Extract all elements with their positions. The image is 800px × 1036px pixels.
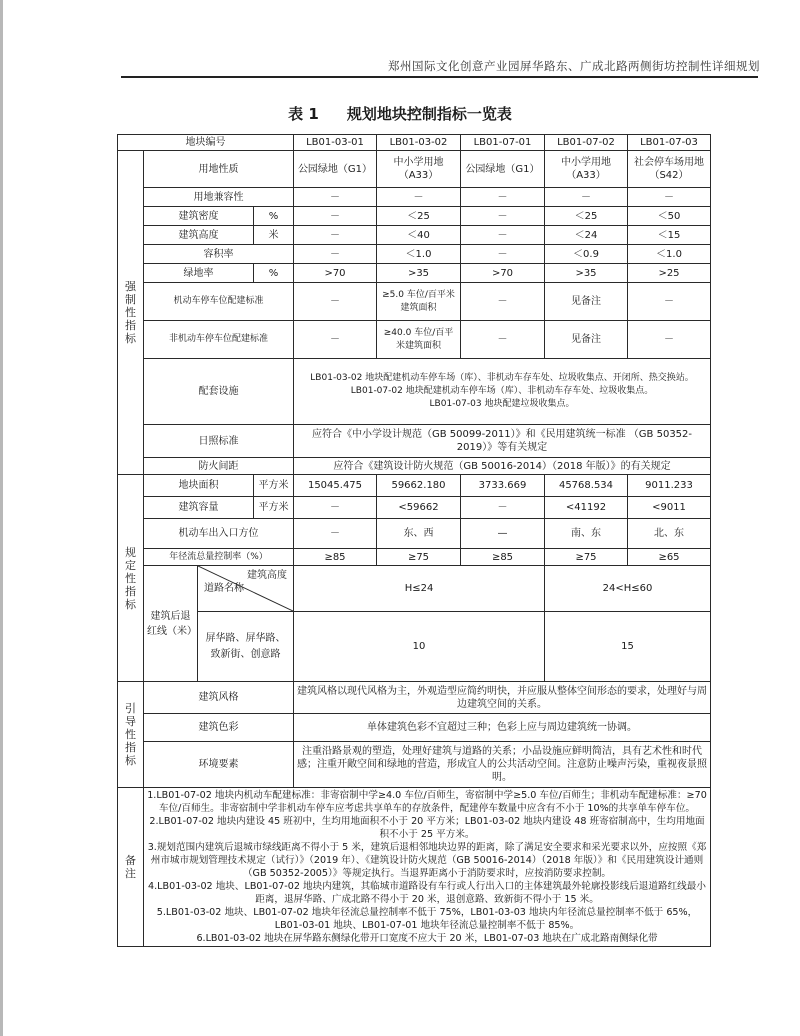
setback-diagonal-header [198, 566, 294, 612]
cell-value: － [294, 245, 377, 264]
cell-value: － [545, 188, 628, 207]
row-label: 用地兼容性 [144, 188, 294, 207]
table-row [118, 742, 711, 788]
cell-value: 中小学用地（A33） [377, 151, 461, 188]
cell-value: ＜25 [545, 207, 628, 226]
cell-value: － [461, 245, 545, 264]
row-unit: 平方米 [254, 497, 294, 519]
facility-line: LB01-07-02 地块配建机动车停车场（库）、非机动车存车处、垃圾收集点。 [350, 386, 654, 396]
table-row [118, 207, 711, 226]
row-unit: 平方米 [254, 475, 294, 497]
table-row [118, 425, 711, 458]
cell-value: >25 [628, 264, 711, 283]
cell-value: － [628, 321, 711, 359]
cell-value: － [461, 283, 545, 321]
cell-value: ＜0.9 [545, 245, 628, 264]
row-label: 建筑风格 [144, 682, 294, 714]
fire-text: 应符合《建筑设计防火规范（GB 50016-2014）（2018 年版）》的有关规定 [294, 458, 711, 475]
setback-roads: 屏华路、屏华路、致新街、创意路 [198, 612, 294, 682]
table-row [118, 549, 711, 566]
setback-v2: 15 [545, 612, 711, 682]
table-row [118, 321, 711, 359]
row-label: 地块面积 [144, 475, 254, 497]
cell-value: － [377, 188, 461, 207]
cell-value: >35 [377, 264, 461, 283]
plot-code: LB01-03-02 [377, 135, 461, 151]
table-row [118, 714, 711, 742]
table-row [118, 788, 711, 947]
running-header: 郑州国际文化创意产业园屏华路东、广成北路两侧街坊控制性详细规划 [388, 59, 760, 73]
facility-line: LB01-03-02 地块配建机动车停车场（库）、非机动车存车处、垃圾收集点、开闭所、热交换站。 [310, 373, 694, 383]
cell-value: 45768.534 [545, 475, 628, 497]
cell-value: ≥85 [294, 549, 377, 566]
cell-value: ＜1.0 [377, 245, 461, 264]
table-row [118, 475, 711, 497]
cell-value: 公园绿地（G1） [294, 151, 377, 188]
notes-block [144, 788, 711, 947]
cell-value: 中小学用地（A33） [545, 151, 628, 188]
setback-v1: 10 [294, 612, 545, 682]
note-item: 5.LB01-03-02 地块、LB01-07-02 地块年径流总量控制率不低于 75%，LB01-03-03 地块内年径流总量控制率不低于 65%，LB01-03-01 地块、LB01-07-01 地块年径流总量控制率不低于 85%。 [156, 907, 698, 931]
cell-value: － [461, 226, 545, 245]
cell-value: ＜15 [628, 226, 711, 245]
table-title-text: 规划地块控制指标一览表 [346, 105, 512, 123]
cell-value: >70 [461, 264, 545, 283]
row-label: 建筑后退红线（米） [144, 566, 198, 682]
row-label: 环境要素 [144, 742, 294, 788]
cell-value: － [294, 519, 377, 549]
row-label: 建筑高度 [144, 226, 254, 245]
cell-value: － [461, 321, 545, 359]
cell-value: 公园绿地（G1） [461, 151, 545, 188]
note-item: 2.LB01-07-02 地块内建设 45 班初中，生均用地面积不小于 20 平方米；LB01-03-02 地块内建设 48 班寄宿制高中，生均用地面积不小于 25 平方米。 [149, 816, 705, 840]
table-row [118, 245, 711, 264]
row-label: 建筑色彩 [144, 714, 294, 742]
table-row [118, 151, 711, 188]
cell-value: <9011 [628, 497, 711, 519]
cell-value: ≥40.0 车位/百平米建筑面积 [377, 321, 461, 359]
cell-value: ＜25 [377, 207, 461, 226]
diag-bottom-label: 道路名称 [204, 583, 244, 594]
row-label: 用地性质 [144, 151, 294, 188]
cell-value: － [294, 207, 377, 226]
category-notes: 备注 [118, 788, 144, 947]
cell-value: ≥75 [377, 549, 461, 566]
cell-value: 59662.180 [377, 475, 461, 497]
cell-value: － [628, 283, 711, 321]
cell-value: 见备注 [545, 283, 628, 321]
control-index-table [117, 134, 711, 947]
page-edge [0, 0, 3, 1036]
row-label: 机动车停车位配建标准 [144, 283, 294, 321]
cell-value: 9011.233 [628, 475, 711, 497]
cell-value: 15045.475 [294, 475, 377, 497]
cell-value: 社会停车场用地（S42） [628, 151, 711, 188]
row-label: 配套设施 [144, 359, 294, 425]
cell-value: 东、西 [377, 519, 461, 549]
cell-value: 3733.669 [461, 475, 545, 497]
cell-value: <59662 [377, 497, 461, 519]
cell-value: 北、东 [628, 519, 711, 549]
setback-h1: H≤24 [294, 566, 545, 612]
cell-value: ＜24 [545, 226, 628, 245]
note-item: 6.LB01-03-02 地块在屏华路东侧绿化带开口宽度不应大于 20 米，LB01-07-03 地块在广成北路南侧绿化带 [196, 933, 658, 944]
row-label: 建筑容量 [144, 497, 254, 519]
row-label: 绿地率 [144, 264, 254, 283]
row-label: 建筑密度 [144, 207, 254, 226]
table-row [118, 612, 711, 682]
facility-line: LB01-07-03 地块配建垃圾收集点。 [429, 399, 575, 409]
table-row [118, 264, 711, 283]
cell-value: ≥5.0 车位/百平米建筑面积 [377, 283, 461, 321]
table-title [0, 103, 800, 124]
note-item: 1.LB01-07-02 地块内机动车配建标准：非寄宿制中学≥4.0 车位/百师生，寄宿制中学≥5.0 车位/百师生；非机动车配建标准：≥70 车位/百师生。非寄宿制中学非机动车停车应考虑共享单车的存放条件，配建停车数量中应含有不小于 10%的共享单车停车位。 [147, 790, 707, 814]
facilities-text [294, 359, 711, 425]
table-row [118, 188, 711, 207]
table-row [118, 135, 711, 151]
cell-value: － [628, 188, 711, 207]
row-label: 非机动车停车位配建标准 [144, 321, 294, 359]
sunlight-text: 应符合《中小学设计规范（GB 50099-2011）》和《民用建筑统一标准 （GB 50352-2019）》等有关规定 [294, 425, 711, 458]
cell-value: 南、东 [545, 519, 628, 549]
cell-value: ＜50 [628, 207, 711, 226]
cell-value: ＜40 [377, 226, 461, 245]
cell-value: 见备注 [545, 321, 628, 359]
table-row [118, 566, 711, 612]
cell-value: － [461, 497, 545, 519]
cell-value: <41192 [545, 497, 628, 519]
row-label: 机动车出入口方位 [144, 519, 294, 549]
plot-code: LB01-07-02 [545, 135, 628, 151]
cell-value: ＜1.0 [628, 245, 711, 264]
plot-code: LB01-07-03 [628, 135, 711, 151]
cell-value: — [461, 519, 545, 549]
cell-value: >35 [545, 264, 628, 283]
note-item: 3.规划范围内建筑后退城市绿线距离不得小于 5 米，建筑后退相邻地块边界的距离，除了满足安全要求和采光要求以外，应按照《郑州市城市规划管理技术规定（试行）》（2019 年）、《建筑设计防火规范（GB 50016-2014）（2018 年版）》和《民用建筑设计通则（GB 50352-2005）》等规定执行。当退界距离小于消防要求时，应按消防要求控制。 [147, 842, 707, 879]
header-rule [121, 76, 758, 78]
category-guidance: 引导性指标 [118, 682, 144, 788]
row-label: 防火间距 [144, 458, 294, 475]
table-row [118, 519, 711, 549]
cell-value: ≥75 [545, 549, 628, 566]
cell-value: ≥85 [461, 549, 545, 566]
setback-h2: 24<H≤60 [545, 566, 711, 612]
cell-value: － [294, 321, 377, 359]
cell-value: － [294, 226, 377, 245]
col-header-label: 地块编号 [118, 135, 294, 151]
row-label: 容积率 [144, 245, 294, 264]
env-text: 注重沿路景观的塑造，处理好建筑与道路的关系；小品设施应鲜明简洁，具有艺术性和时代感；注重开敞空间和绿地的营造，形成宜人的公共活动空间。注意防止噪声污染，重视夜景照明。 [294, 742, 711, 788]
cell-value: － [461, 188, 545, 207]
cell-value: － [294, 283, 377, 321]
row-unit: % [254, 264, 294, 283]
diag-top-label: 建筑高度 [247, 570, 287, 581]
plot-code: LB01-07-01 [461, 135, 545, 151]
table-row [118, 458, 711, 475]
style-text: 建筑风格以现代风格为主，外观造型应简约明快，并应服从整体空间形态的要求，处理好与周边建筑空间的关系。 [294, 682, 711, 714]
row-unit: 米 [254, 226, 294, 245]
note-item: 4.LB01-03-02 地块、LB01-07-02 地块内建筑，其临城市道路设有车行或人行出入口的主体建筑最外轮廓投影线后退道路红线最小距离，退屏华路、广成北路不得小于 20 米，退创意路、致新街不得小于 15 米。 [148, 881, 706, 905]
table-row [118, 283, 711, 321]
cell-value: >70 [294, 264, 377, 283]
table-row [118, 359, 711, 425]
color-text: 单体建筑色彩不宜超过三种；色彩上应与周边建筑统一协调。 [294, 714, 711, 742]
category-mandatory: 强制性指标 [118, 151, 144, 475]
cell-value: － [461, 207, 545, 226]
cell-value: － [294, 188, 377, 207]
table-number: 表 1 [288, 105, 319, 123]
table-row [118, 497, 711, 519]
table-row [118, 682, 711, 714]
table-row [118, 226, 711, 245]
row-unit: % [254, 207, 294, 226]
plot-code: LB01-03-01 [294, 135, 377, 151]
cell-value: － [294, 497, 377, 519]
cell-value: ≥65 [628, 549, 711, 566]
row-label: 年径流总量控制率（%） [144, 549, 294, 566]
row-label: 日照标准 [144, 425, 294, 458]
category-regulatory: 规定性指标 [118, 475, 144, 682]
